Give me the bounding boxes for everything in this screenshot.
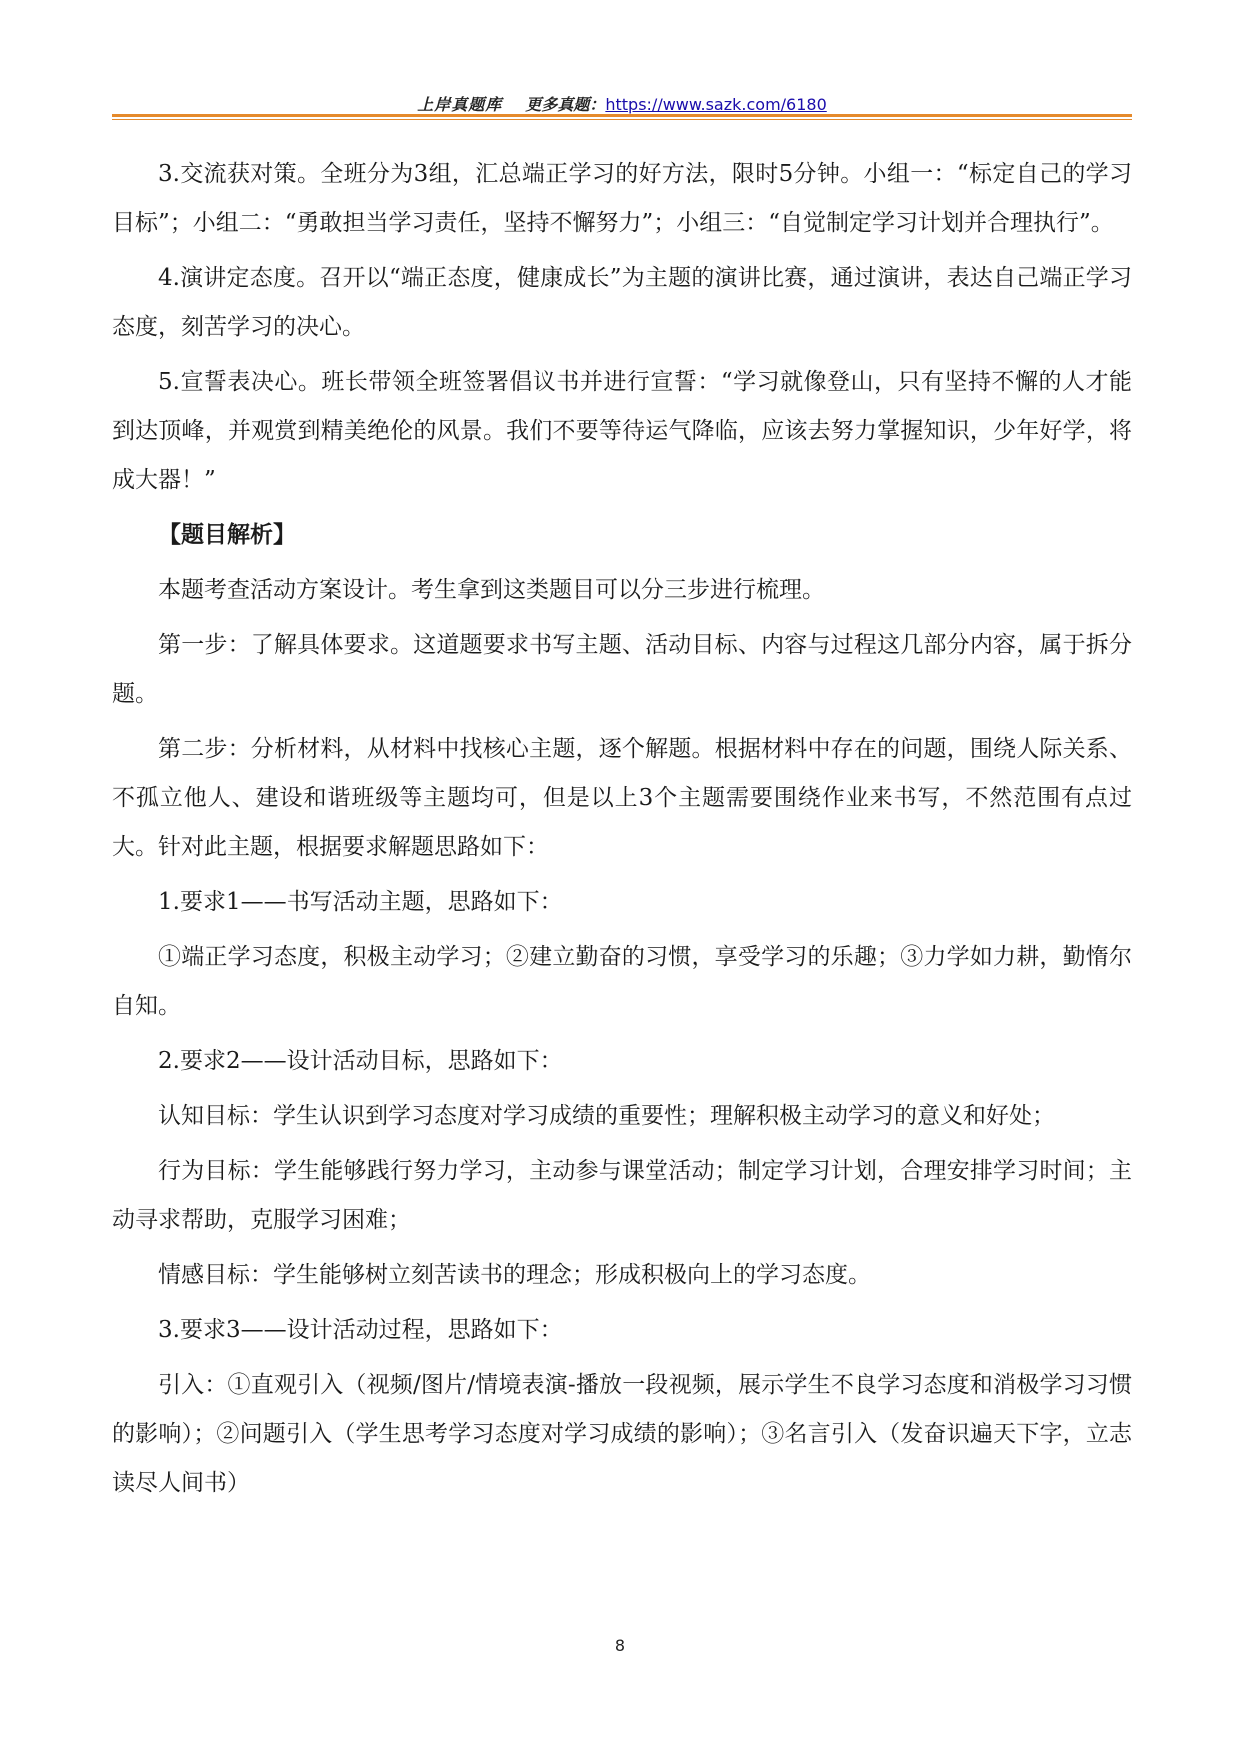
- paragraph: 行为目标：学生能够践行努力学习，主动参与课堂活动；制定学习计划，合理安排学习时间；主动寻求帮助，克服学习困难；: [112, 1158, 1132, 1233]
- document-body: [112, 150, 1132, 1514]
- paragraph: 2.要求2——设计活动目标，思路如下：: [158, 1048, 563, 1074]
- header-divider-thin: [112, 119, 1132, 120]
- paragraph: ①端正学习态度，积极主动学习；②建立勤奋的习惯，享受学习的乐趣；③力学如力耕，勤惰尔自知。: [112, 944, 1132, 1019]
- header-divider: [112, 114, 1132, 117]
- header-url-link[interactable]: https://www.sazk.com/6180: [605, 95, 827, 114]
- header-site-name: 上岸真题库: [417, 95, 503, 114]
- paragraph: 4.演讲定态度。召开以“端正态度，健康成长”为主题的演讲比赛，通过演讲，表达自己端正学习态度，刻苦学习的决心。: [112, 265, 1132, 340]
- header-more-label: 更多真题：: [525, 95, 606, 114]
- paragraph: 引入：①直观引入（视频/图片/情境表演-播放一段视频，展示学生不良学习态度和消极学习习惯的影响）；②问题引入（学生思考学习态度对学习成绩的影响）；③名言引入（发奋识遍天下字，立志读尽人间书）: [112, 1372, 1132, 1496]
- paragraph: 3.交流获对策。全班分为3组，汇总端正学习的好方法，限时5分钟。小组一：“标定自己的学习目标”；小组二：“勇敢担当学习责任，坚持不懈努力”；小组三：“自觉制定学习计划并合理执行”。: [112, 161, 1132, 236]
- paragraph: 5.宣誓表决心。班长带领全班签署倡议书并进行宣誓：“学习就像登山，只有坚持不懈的人才能到达顶峰，并观赏到精美绝伦的风景。我们不要等待运气降临，应该去努力掌握知识，少年好学，将成大器！”: [112, 369, 1132, 493]
- paragraph: 本题考查活动方案设计。考生拿到这类题目可以分三步进行梳理。: [158, 577, 825, 603]
- paragraph: 3.要求3——设计活动过程，思路如下：: [158, 1317, 563, 1343]
- paragraph: 第二步：分析材料，从材料中找核心主题，逐个解题。根据材料中存在的问题，围绕人际关系、不孤立他人、建设和谐班级等主题均可，但是以上3个主题需要围绕作业来书写，不然范围有点过大。针对此主题，根据要求解题思路如下：: [112, 736, 1132, 860]
- paragraph: 1.要求1——书写活动主题，思路如下：: [158, 889, 563, 915]
- paragraph: 认知目标：学生认识到学习态度对学习成绩的重要性；理解积极主动学习的意义和好处；: [158, 1103, 1055, 1129]
- page-number: 8: [614, 1636, 626, 1655]
- paragraph: 情感目标：学生能够树立刻苦读书的理念；形成积极向上的学习态度。: [158, 1262, 871, 1288]
- section-heading: 【题目解析】: [158, 522, 296, 548]
- paragraph: 第一步：了解具体要求。这道题要求书写主题、活动目标、内容与过程这几部分内容，属于拆分题。: [112, 632, 1132, 707]
